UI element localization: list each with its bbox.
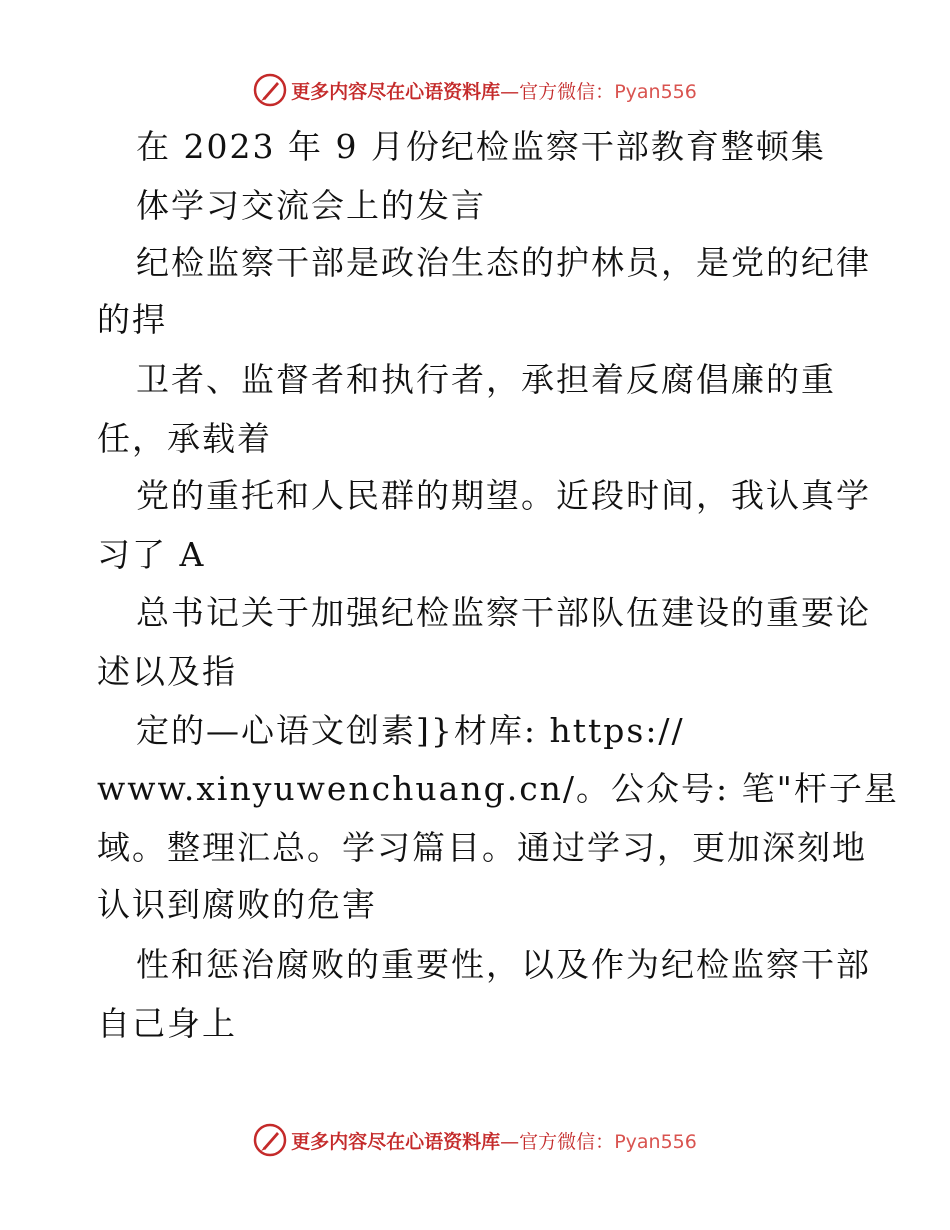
paragraph-line: 纪检监察干部是政治生态的护林员，是党的纪律 [136, 243, 871, 282]
quill-pen-icon [253, 73, 287, 107]
paragraph-line: 任，承载着 [97, 419, 272, 458]
footer-wechat-id: Pyan556 [614, 1130, 697, 1153]
footer-separator: — [500, 1130, 520, 1153]
paragraph-line: www.xinyuwenchuang.cn/。公众号: 笔"杆子星 [97, 769, 899, 808]
header-wechat-label: 官方微信： [519, 80, 615, 103]
title-line-1: 在 2023 年 9 月份纪检监察干部教育整顿集 [136, 127, 826, 166]
paragraph-line: 域。整理汇总。学习篇目。通过学习，更加深刻地 [97, 828, 867, 867]
paragraph-line: 的捍 [97, 300, 167, 339]
paragraph-line: 党的重托和人民群的期望。近段时间，我认真学 [136, 476, 871, 515]
title-line-2: 体学习交流会上的发言 [136, 186, 486, 225]
paragraph-line: 总书记关于加强纪检监察干部队伍建设的重要论 [136, 593, 871, 632]
paragraph-line: 定的—心语文创素]}材库: https:// [136, 711, 685, 750]
footer-main-text: 更多内容尽在心语资料库 [291, 1130, 501, 1153]
header-text [291, 77, 697, 104]
quill-pen-icon [253, 1123, 287, 1157]
paragraph-line: 习了 A [97, 535, 206, 574]
footer-text [291, 1127, 697, 1154]
paragraph-line: 认识到腐败的危害 [97, 885, 377, 924]
footer-banner [0, 1120, 950, 1160]
paragraph-line: 述以及指 [97, 652, 237, 691]
header-banner [0, 70, 950, 110]
paragraph-line: 自己身上 [97, 1004, 237, 1043]
header-wechat-id: Pyan556 [614, 80, 697, 103]
paragraph-line: 性和惩治腐败的重要性，以及作为纪检监察干部 [136, 945, 871, 984]
footer-wechat-label: 官方微信： [519, 1130, 615, 1153]
header-main-text: 更多内容尽在心语资料库 [291, 80, 501, 103]
paragraph-line: 卫者、监督者和执行者，承担着反腐倡廉的重 [136, 360, 836, 399]
header-separator: — [500, 80, 520, 103]
